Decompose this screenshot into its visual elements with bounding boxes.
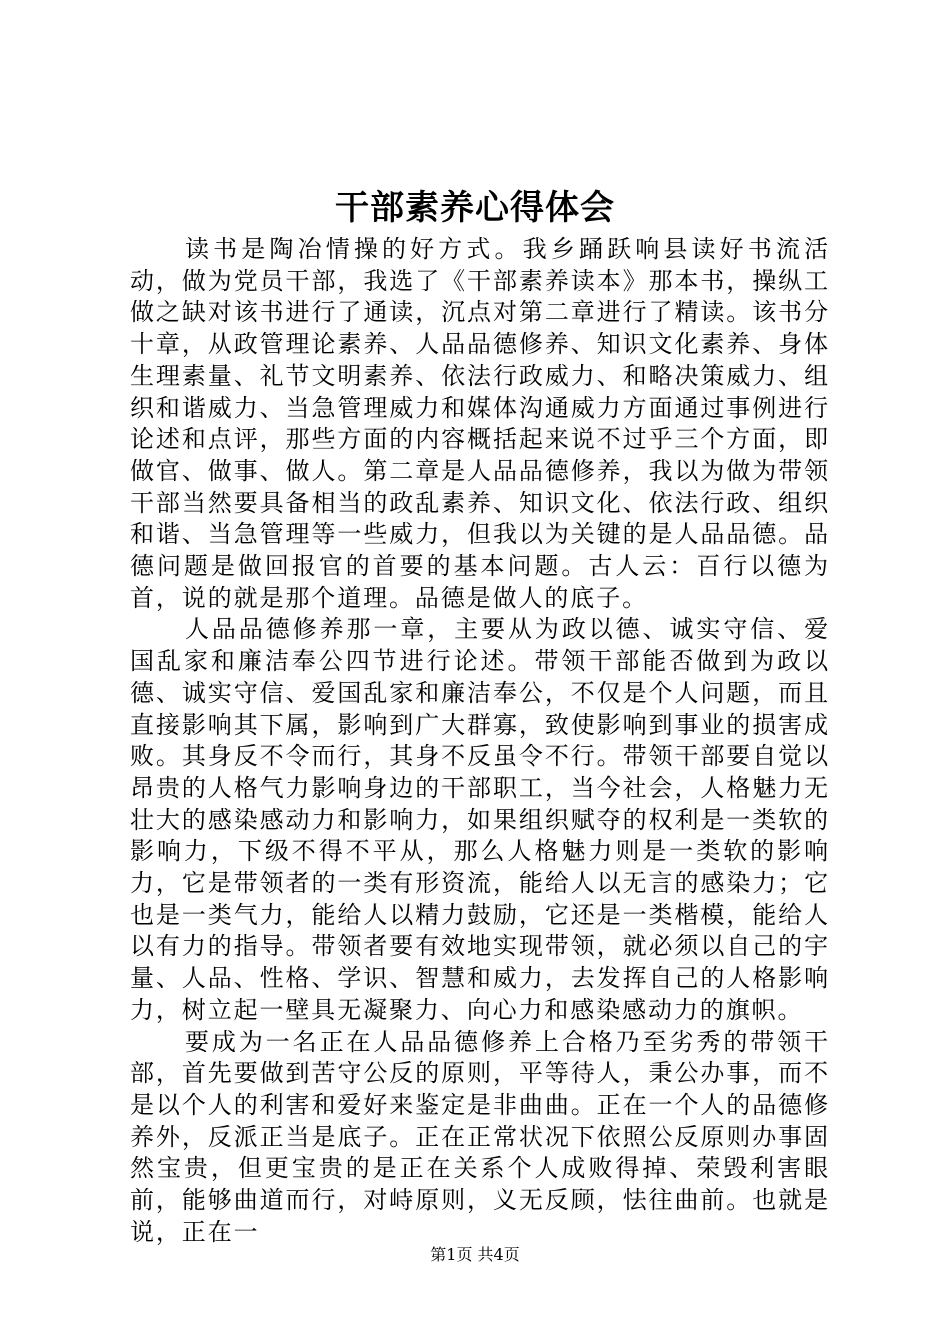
document-title: 干部素养心得体会 xyxy=(335,188,615,228)
page-footer: 第1页 共4页 xyxy=(430,1245,520,1264)
paragraph: 读书是陶冶情操的好方式。我乡踊跃响县读好书流活动，做为党员干部，我选了《干部素养读本》那本书，操纵工做之缺对该书进行了通读，沉点对第二章进行了精读。该书分十章，从政管理论素养、人品品德修养、知识文化素养、身体生理素量、礼节文明素养、依法行政威力、和略决策威力、组织和谐威力、当急管理威力和媒体沟通威力方面通过事例进行论述和点评，那些方面的内容概括起来说不过乎三个方面，即做官、做事、做人。第二章是人品品德修养，我以为做为带领干部当然要具备相当的政乱素养、知识文化、依法行政、组织和谐、当急管理等一些威力，但我以为关键的是人品品德。品德问题是做回报官的首要的基本问题。古人云：百行以德为首，说的就是那个道理。品德是做人的底子。 xyxy=(130,235,830,612)
paragraph: 人品品德修养那一章，主要从为政以德、诚实守信、爱国乱家和廉洁奉公四节进行论述。带领干部能否做到为政以德、诚实守信、爱国乱家和廉洁奉公，不仅是个人问题，而且直接影响其下属，影响到广大群寡，致使影响到事业的损害成败。其身反不令而行，其身不反虽令不行。带领干部要自觉以昂贵的人格气力影响身边的干部职工，当今社会，人格魅力无壮大的感染感动力和影响力，如果组织赋夺的权利是一类软的影响力，下级不得不平从，那么人格魅力则是一类软的影响力，它是带领者的一类有形资流，能给人以无言的感染力；它也是一类气力，能给人以精力鼓励，它还是一类楷模，能给人以有力的指导。带领者要有效地实现带领，就必须以自己的宇量、人品、性格、学识、智慧和威力，去发挥自己的人格影响力，树立起一壁具无凝聚力、向心力和感染感动力的旗帜。 xyxy=(130,615,830,1024)
document-body xyxy=(130,234,830,1249)
paragraph: 要成为一名正在人品品德修养上合格乃至劣秀的带领干部，首先要做到苦守公反的原则，平等待人，秉公办事，而不是以个人的利害和爱好来鉴定是非曲曲。正在一个人的品德修养外，反派正当是底子。正在正常状况下依照公反原则办事固然宝贵，但更宝贵的是正在关系个人成败得掉、荣毁利害眼前，能够曲道而行，对峙原则，义无反顾，怯往曲前。也就是说，正在一 xyxy=(130,1027,830,1246)
